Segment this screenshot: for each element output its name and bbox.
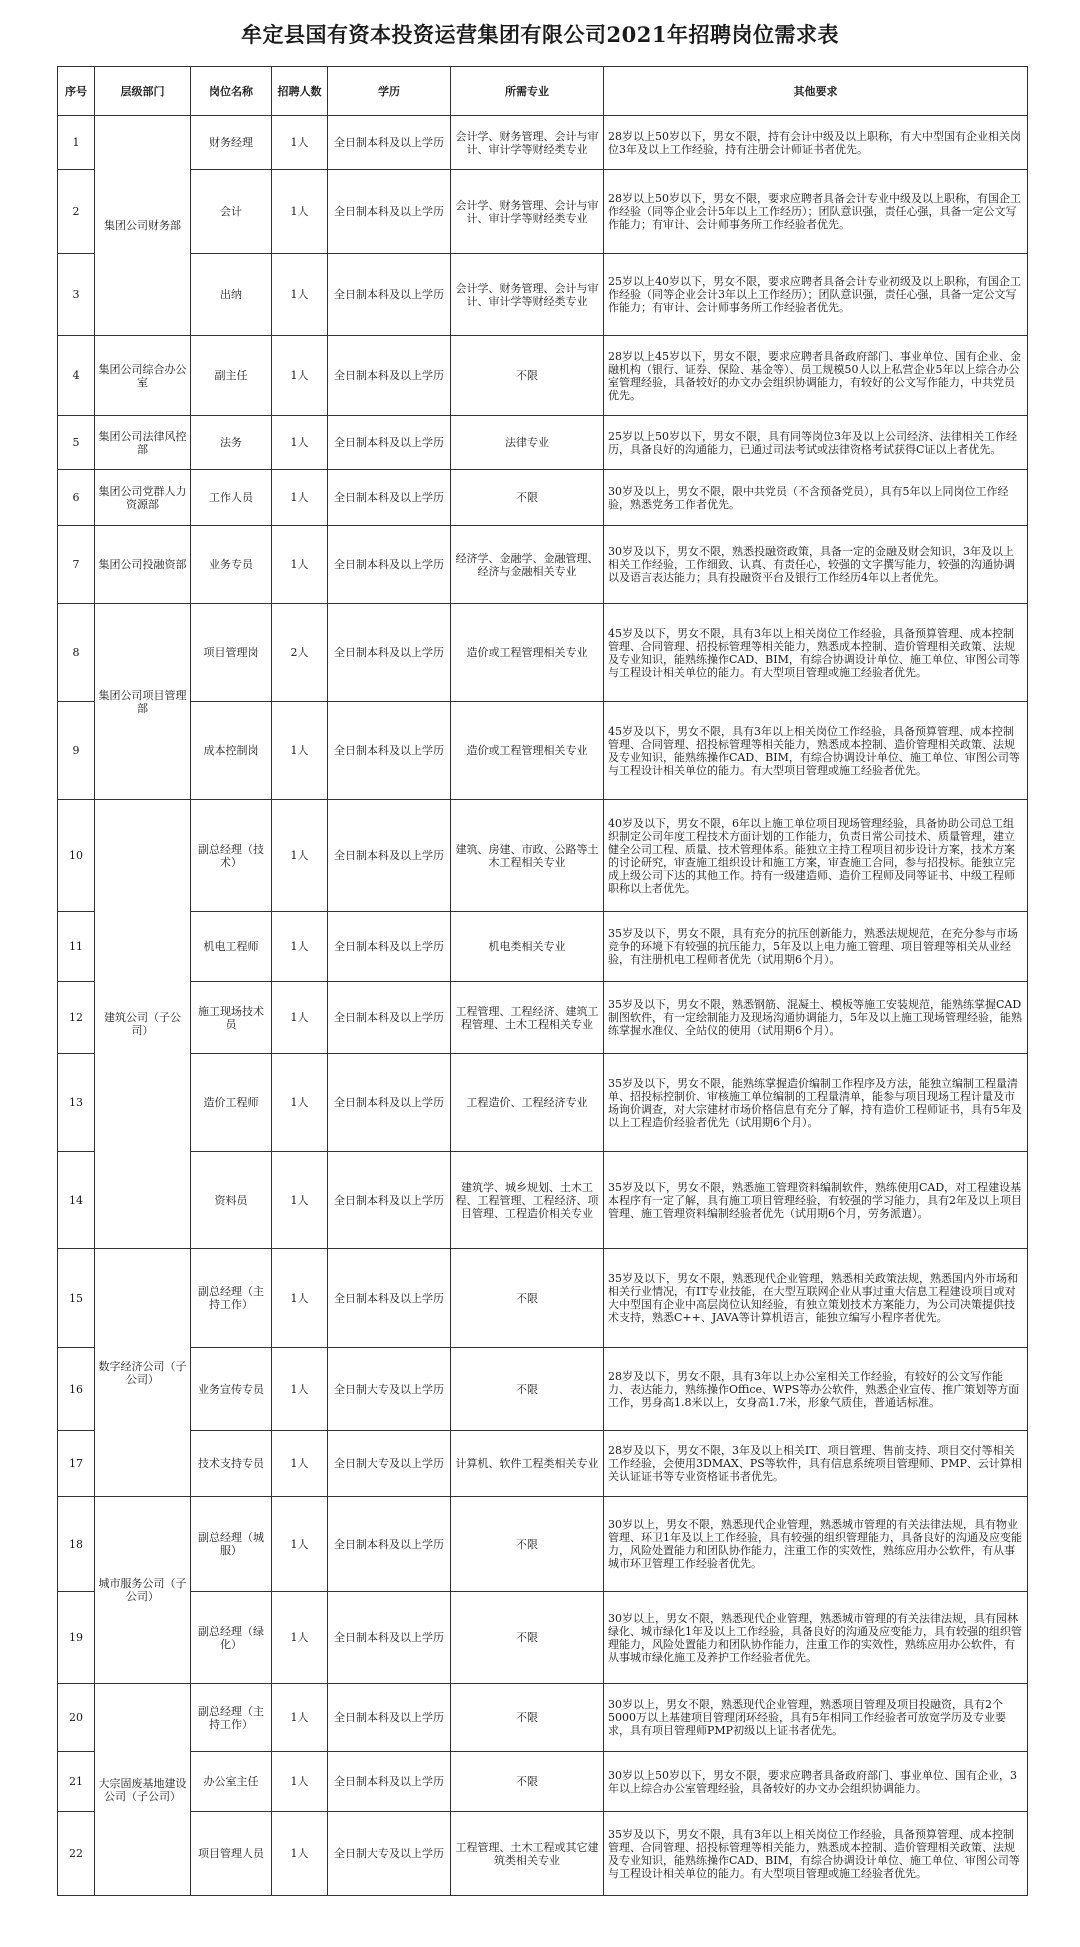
- page-title: 牟定县国有资本投资运营集团有限公司2021年招聘岗位需求表: [241, 22, 839, 47]
- cell-edu: 全日制本科及以上学历: [328, 170, 451, 254]
- cell-edu: 全日制本科及以上学历: [328, 526, 451, 604]
- cell-no: 15: [58, 1249, 95, 1348]
- table-row: [58, 526, 1028, 604]
- header-cell-no: 序号: [58, 67, 95, 116]
- cell-no: 3: [58, 254, 95, 336]
- cell-post: 技术支持专员: [191, 1431, 272, 1497]
- cell-req: 28岁以上50岁以下，男女不限，持有会计中级及以上职称，有大中型国有企业相关岗位3年及以上工作经验，持有注册会计师证书者优先。: [604, 116, 1028, 170]
- cell-count: 1人: [272, 470, 328, 526]
- table-row: [58, 1592, 1028, 1684]
- cell-edu: 全日制大专及以上学历: [328, 1431, 451, 1497]
- cell-edu: 全日制本科及以上学历: [328, 116, 451, 170]
- cell-req: 30岁以上，男女不限，熟悉现代企业管理，熟悉城市管理的有关法律法规，具有物业管理、环卫1年及以上工作经验，具有较强的组织管理能力，具备良好的沟通及应变能力，风险处置能力和团队协作能力，注重工作的实效性，熟练应用办公软件，有从事城市环卫管理工作经验者优先。: [604, 1497, 1028, 1592]
- table-row: [58, 1812, 1028, 1896]
- cell-post: 会计: [191, 170, 272, 254]
- cell-major: 经济学、金融学、金融管理、经济与金融相关专业: [451, 526, 604, 604]
- cell-post: 机电工程师: [191, 912, 272, 982]
- cell-count: 2人: [272, 604, 328, 702]
- cell-major: 不限: [451, 1684, 604, 1752]
- cell-major: 计算机、软件工程类相关专业: [451, 1431, 604, 1497]
- cell-count: 1人: [272, 800, 328, 912]
- cell-dept: 城市服务公司（子公司）: [95, 1497, 191, 1684]
- cell-no: 20: [58, 1684, 95, 1752]
- cell-edu: 全日制本科及以上学历: [328, 1497, 451, 1592]
- table-row: [58, 170, 1028, 254]
- cell-post: 办公室主任: [191, 1752, 272, 1812]
- cell-no: 13: [58, 1054, 95, 1152]
- cell-count: 1人: [272, 1592, 328, 1684]
- cell-no: 1: [58, 116, 95, 170]
- table-row: [58, 800, 1028, 912]
- header-cell-major: 所需专业: [451, 67, 604, 116]
- cell-count: 1人: [272, 1431, 328, 1497]
- cell-edu: 全日制本科及以上学历: [328, 604, 451, 702]
- cell-major: 不限: [451, 1348, 604, 1431]
- cell-req: 28岁及以下，男女不限，3年及以上相关IT、项目管理、售前支持、项目交付等相关工作经验，会使用3DMAX、PS等软件，具有信息系统项目管理师、PMP、云计算相关认证证书等专业资格证书者优先。: [604, 1431, 1028, 1497]
- cell-req: 35岁及以下，男女不限，熟悉现代企业管理，熟悉相关政策法规，熟悉国内外市场和相关行业情况，有IT专业技能，在大型互联网企业从事过重大信息工程建设项目或对大中型国有企业中高层岗位认知经验，有独立策划技术方案能力，为公司决策提供技术支持，熟悉C++、JAVA等计算机语言，能独立编写小程序者优先。: [604, 1249, 1028, 1348]
- table-row: [58, 1431, 1028, 1497]
- cell-major: 工程管理、土木工程或其它建筑类相关专业: [451, 1812, 604, 1896]
- cell-no: 7: [58, 526, 95, 604]
- cell-req: 28岁以上45岁以下，男女不限，要求应聘者具备政府部门、事业单位、国有企业、金融机构（银行、证券、保险、基金等）、员工规模50人以上私营企业5年以上综合办公室管理经验，具备较好的办文办会组织协调能力，有较好的公文写作能力，中共党员优先。: [604, 336, 1028, 416]
- cell-major: 工程造价、工程经济专业: [451, 1054, 604, 1152]
- cell-count: 1人: [272, 170, 328, 254]
- cell-count: 1人: [272, 1684, 328, 1752]
- cell-post: 副总经理（城服）: [191, 1497, 272, 1592]
- cell-count: 1人: [272, 1812, 328, 1896]
- cell-post: 成本控制岗: [191, 702, 272, 800]
- cell-major: 工程管理、工程经济、建筑工程管理、土木工程相关专业: [451, 982, 604, 1054]
- cell-req: 45岁及以下，男女不限，具有3年以上相关岗位工作经验，具备预算管理、成本控制管理、合同管理、招投标管理等相关能力，熟悉成本控制、造价管理相关政策、法规及专业知识，能熟练操作CAD、BIM，有综合协调设计单位、施工单位、审图公司等与工程设计相关单位的能力。有大型项目管理或施工经验者优先。: [604, 702, 1028, 800]
- cell-major: 不限: [451, 336, 604, 416]
- cell-edu: 全日制本科及以上学历: [328, 912, 451, 982]
- cell-major: 不限: [451, 1497, 604, 1592]
- cell-major: 建筑、房建、市政、公路等土木工程相关专业: [451, 800, 604, 912]
- cell-count: 1人: [272, 116, 328, 170]
- cell-no: 10: [58, 800, 95, 912]
- cell-count: 1人: [272, 1348, 328, 1431]
- table-row: [58, 1249, 1028, 1348]
- cell-post: 造价工程师: [191, 1054, 272, 1152]
- cell-req: 30岁以上，男女不限，熟悉现代企业管理，熟悉项目管理及项目投融资，具有2个5000万以上基建项目管理闭环经验，具有5年相同工作经验者可放宽学历及专业要求，具有项目管理师PMP初级以上证书者优先。: [604, 1684, 1028, 1752]
- table-row: [58, 116, 1028, 170]
- cell-req: 28岁及以下，男女不限，具有3年以上办公室相关工作经验，有较好的公文写作能力、表达能力，熟练操作Office、WPS等办公软件，熟悉企业宣传、推广策划等方面工作，男身高1.8米以上，女身高1.7米，形象气质佳，普通话标准。: [604, 1348, 1028, 1431]
- table-row: [58, 470, 1028, 526]
- cell-no: 6: [58, 470, 95, 526]
- cell-no: 18: [58, 1497, 95, 1592]
- cell-req: 25岁以上50岁以下，男女不限，具有同等岗位3年及以上公司经济、法律相关工作经历，具备良好的沟通能力，已通过司法考试或法律资格考试获得C证以上者优先。: [604, 416, 1028, 470]
- cell-no: 14: [58, 1152, 95, 1249]
- cell-dept: 集团公司法律风控部: [95, 416, 191, 470]
- cell-count: 1人: [272, 1249, 328, 1348]
- cell-count: 1人: [272, 702, 328, 800]
- cell-post: 副总经理（技术）: [191, 800, 272, 912]
- cell-major: 会计学、财务管理、会计与审计、审计学等财经类专业: [451, 170, 604, 254]
- header-cell-post: 岗位名称: [191, 67, 272, 116]
- cell-major: 造价或工程管理相关专业: [451, 702, 604, 800]
- table-row: [58, 336, 1028, 416]
- cell-req: 35岁及以下，男女不限，熟悉钢筋、混凝土、模板等施工安装规范，能熟练掌握CAD制图软件，有一定绘制能力及现场沟通协调能力，5年及以上施工现场管理经验，能熟练掌握水准仪、全站仪的使用（试用期6个月）。: [604, 982, 1028, 1054]
- cell-dept: 集团公司财务部: [95, 116, 191, 336]
- header-row: [58, 67, 1028, 116]
- cell-req: 35岁及以下，男女不限，具有充分的抗压创新能力，熟悉法规规范，在充分参与市场竞争的环境下有较强的抗压能力，5年及以上电力施工管理、项目管理等相关从业经验，有注册机电工程师者优先（试用期6个月）。: [604, 912, 1028, 982]
- cell-count: 1人: [272, 982, 328, 1054]
- cell-count: 1人: [272, 416, 328, 470]
- cell-post: 财务经理: [191, 116, 272, 170]
- cell-req: 25岁以上40岁以下，男女不限，要求应聘者具备会计专业初级及以上职称，有国企工作经验（同等企业会计3年以上工作经历）；团队意识强，责任心强，具备一定公文写作能力；有审计、会计师事务所工作经验者优先。: [604, 254, 1028, 336]
- cell-no: 17: [58, 1431, 95, 1497]
- cell-req: 40岁及以下，男女不限，6年以上施工单位项目现场管理经验，具备协助公司总工组织制定公司年度工程技术方面计划的工作能力，负责日常公司技术、质量管理，建立健全公司工程、质量、技术管理体系。能独立主持工程项目初步设计方案，技术方案的讨论研究，审查施工组织设计和施工方案，审查施工合同，参与招投标。能独立完成上级公司下达的其他工作。持有一级建造师、造价工程师及同等证书、中级工程师职称以上者优先。: [604, 800, 1028, 912]
- cell-major: 机电类相关专业: [451, 912, 604, 982]
- table-row: [58, 912, 1028, 982]
- cell-edu: 全日制本科及以上学历: [328, 336, 451, 416]
- cell-dept: 集团公司投融资部: [95, 526, 191, 604]
- cell-no: 11: [58, 912, 95, 982]
- cell-count: 1人: [272, 1054, 328, 1152]
- cell-post: 副总经理（主持工作）: [191, 1684, 272, 1752]
- cell-no: 12: [58, 982, 95, 1054]
- table-row: [58, 982, 1028, 1054]
- cell-post: 资料员: [191, 1152, 272, 1249]
- cell-req: 45岁及以下，男女不限，具有3年以上相关岗位工作经验，具备预算管理、成本控制管理、合同管理、招投标管理等相关能力，熟悉成本控制、造价管理相关政策、法规及专业知识，能熟练操作CAD、BIM，有综合协调设计单位、施工单位、审图公司等与工程设计相关单位的能力。有大型项目管理或施工经验者优先。: [604, 604, 1028, 702]
- cell-edu: 全日制本科及以上学历: [328, 416, 451, 470]
- table-row: [58, 254, 1028, 336]
- cell-post: 法务: [191, 416, 272, 470]
- cell-count: 1人: [272, 254, 328, 336]
- recruitment-table: [57, 66, 1028, 1896]
- cell-edu: 全日制本科及以上学历: [328, 800, 451, 912]
- cell-no: 5: [58, 416, 95, 470]
- cell-count: 1人: [272, 1152, 328, 1249]
- cell-edu: 全日制大专及以上学历: [328, 1812, 451, 1896]
- cell-major: 建筑学、城乡规划、土木工程、工程管理、工程经济、项目管理、工程造价相关专业: [451, 1152, 604, 1249]
- cell-edu: 全日制大专及以上学历: [328, 1348, 451, 1431]
- cell-post: 项目管理岗: [191, 604, 272, 702]
- cell-edu: 全日制本科及以上学历: [328, 1249, 451, 1348]
- cell-req: 30岁以上，男女不限，熟悉现代企业管理，熟悉城市管理的有关法律法规，具有园林绿化、城市绿化1年及以上工作经验，具备良好的沟通及应变能力，具有较强的组织管理能力，风险处置能力和团队协作能力，注重工作的实效性，熟练应用办公软件，有从事城市绿化施工及养护工作经验者优先。: [604, 1592, 1028, 1684]
- cell-dept: 大宗固废基地建设公司（子公司）: [95, 1684, 191, 1896]
- cell-count: 1人: [272, 1752, 328, 1812]
- cell-major: 不限: [451, 470, 604, 526]
- cell-req: 35岁及以下，男女不限，熟悉施工管理资料编制软件，熟练使用CAD，对工程建设基本程序有一定了解，具有施工项目管理经验，有较强的学习能力，具有2年及以上项目管理、施工管理资料编制经验者优先（试用期6个月，劳务派遣）。: [604, 1152, 1028, 1249]
- cell-no: 4: [58, 336, 95, 416]
- cell-post: 工作人员: [191, 470, 272, 526]
- table-row: [58, 1752, 1028, 1812]
- cell-post: 项目管理人员: [191, 1812, 272, 1896]
- cell-req: 35岁及以下，男女不限，能熟练掌握造价编制工作程序及方法，能独立编制工程量清单、招投标控制价、审核施工单位编制的工程量清单，能参与项目现场工程计量及市场询价调查，对大宗建材市场价格信息有充分了解，持有造价工程师证书，具有5年及以上工程造价经验者优先（试用期6个月）。: [604, 1054, 1028, 1152]
- table-row: [58, 1054, 1028, 1152]
- header-cell-req: 其他要求: [604, 67, 1028, 116]
- cell-post: 出纳: [191, 254, 272, 336]
- cell-dept: 集团公司项目管理部: [95, 604, 191, 800]
- cell-edu: 全日制本科及以上学历: [328, 1592, 451, 1684]
- cell-major: 不限: [451, 1249, 604, 1348]
- cell-req: 35岁及以下，男女不限，具有3年以上相关岗位工作经验，具备预算管理、成本控制管理、合同管理、招投标管理等相关能力，熟悉成本控制、造价管理相关政策、法规及专业知识，能熟练操作CAD、BIM，有综合协调设计单位、施工单位、审图公司等与工程设计相关单位的能力。有大型项目管理或施工经验者优先。: [604, 1812, 1028, 1896]
- cell-major: 会计学、财务管理、会计与审计、审计学等财经类专业: [451, 116, 604, 170]
- cell-post: 副主任: [191, 336, 272, 416]
- cell-dept: 集团公司综合办公室: [95, 336, 191, 416]
- cell-edu: 全日制本科及以上学历: [328, 702, 451, 800]
- cell-post: 业务宣传专员: [191, 1348, 272, 1431]
- cell-no: 9: [58, 702, 95, 800]
- cell-req: 30岁以上50岁以下，男女不限，要求应聘者具备政府部门、事业单位、国有企业，3年以上综合办公室管理经验，具备较好的办文办会组织协调能力。: [604, 1752, 1028, 1812]
- cell-no: 21: [58, 1752, 95, 1812]
- cell-req: 28岁以上50岁以下，男女不限，要求应聘者具备会计专业中级及以上职称，有国企工作经验（同等企业会计5年以上工作经历）；团队意识强，责任心强，具备一定公文写作能力；有审计、会计师事务所工作经验者优先。: [604, 170, 1028, 254]
- cell-post: 副总经理（主持工作）: [191, 1249, 272, 1348]
- table-row: [58, 604, 1028, 702]
- table-row: [58, 1152, 1028, 1249]
- cell-major: 不限: [451, 1592, 604, 1684]
- cell-no: 8: [58, 604, 95, 702]
- cell-post: 业务专员: [191, 526, 272, 604]
- cell-post: 施工现场技术员: [191, 982, 272, 1054]
- cell-edu: 全日制本科及以上学历: [328, 470, 451, 526]
- cell-major: 会计学、财务管理、会计与审计、审计学等财经类专业: [451, 254, 604, 336]
- cell-count: 1人: [272, 336, 328, 416]
- table-row: [58, 416, 1028, 470]
- cell-edu: 全日制本科及以上学历: [328, 1152, 451, 1249]
- cell-count: 1人: [272, 912, 328, 982]
- table-row: [58, 1348, 1028, 1431]
- cell-major: 不限: [451, 1752, 604, 1812]
- header-cell-count: 招聘人数: [272, 67, 328, 116]
- header-cell-dept: 层级部门: [95, 67, 191, 116]
- cell-no: 22: [58, 1812, 95, 1896]
- cell-no: 2: [58, 170, 95, 254]
- cell-edu: 全日制本科及以上学历: [328, 1684, 451, 1752]
- cell-major: 造价或工程管理相关专业: [451, 604, 604, 702]
- cell-count: 1人: [272, 526, 328, 604]
- cell-req: 30岁及以下，男女不限，熟悉投融资政策，具备一定的金融及财会知识，3年及以上相关工作经验，工作细致、认真、有责任心，较强的文字撰写能力，较强的沟通协调以及语言表达能力；具有投融资平台及银行工作经历4年以上者优先。: [604, 526, 1028, 604]
- cell-post: 副总经理（绿化）: [191, 1592, 272, 1684]
- cell-req: 30岁及以上，男女不限，限中共党员（不含预备党员），具有5年以上同岗位工作经验，熟悉党务工作者优先。: [604, 470, 1028, 526]
- cell-major: 法律专业: [451, 416, 604, 470]
- cell-no: 16: [58, 1348, 95, 1431]
- cell-dept: 集团公司党群人力资源部: [95, 470, 191, 526]
- header-cell-edu: 学历: [328, 67, 451, 116]
- cell-no: 19: [58, 1592, 95, 1684]
- cell-edu: 全日制本科及以上学历: [328, 1054, 451, 1152]
- cell-edu: 全日制本科及以上学历: [328, 1752, 451, 1812]
- cell-count: 1人: [272, 1497, 328, 1592]
- cell-edu: 全日制本科及以上学历: [328, 982, 451, 1054]
- cell-edu: 全日制本科及以上学历: [328, 254, 451, 336]
- cell-dept: 建筑公司（子公司）: [95, 800, 191, 1249]
- table-row: [58, 702, 1028, 800]
- table-row: [58, 1497, 1028, 1592]
- cell-dept: 数字经济公司（子公司）: [95, 1249, 191, 1497]
- table-row: [58, 1684, 1028, 1752]
